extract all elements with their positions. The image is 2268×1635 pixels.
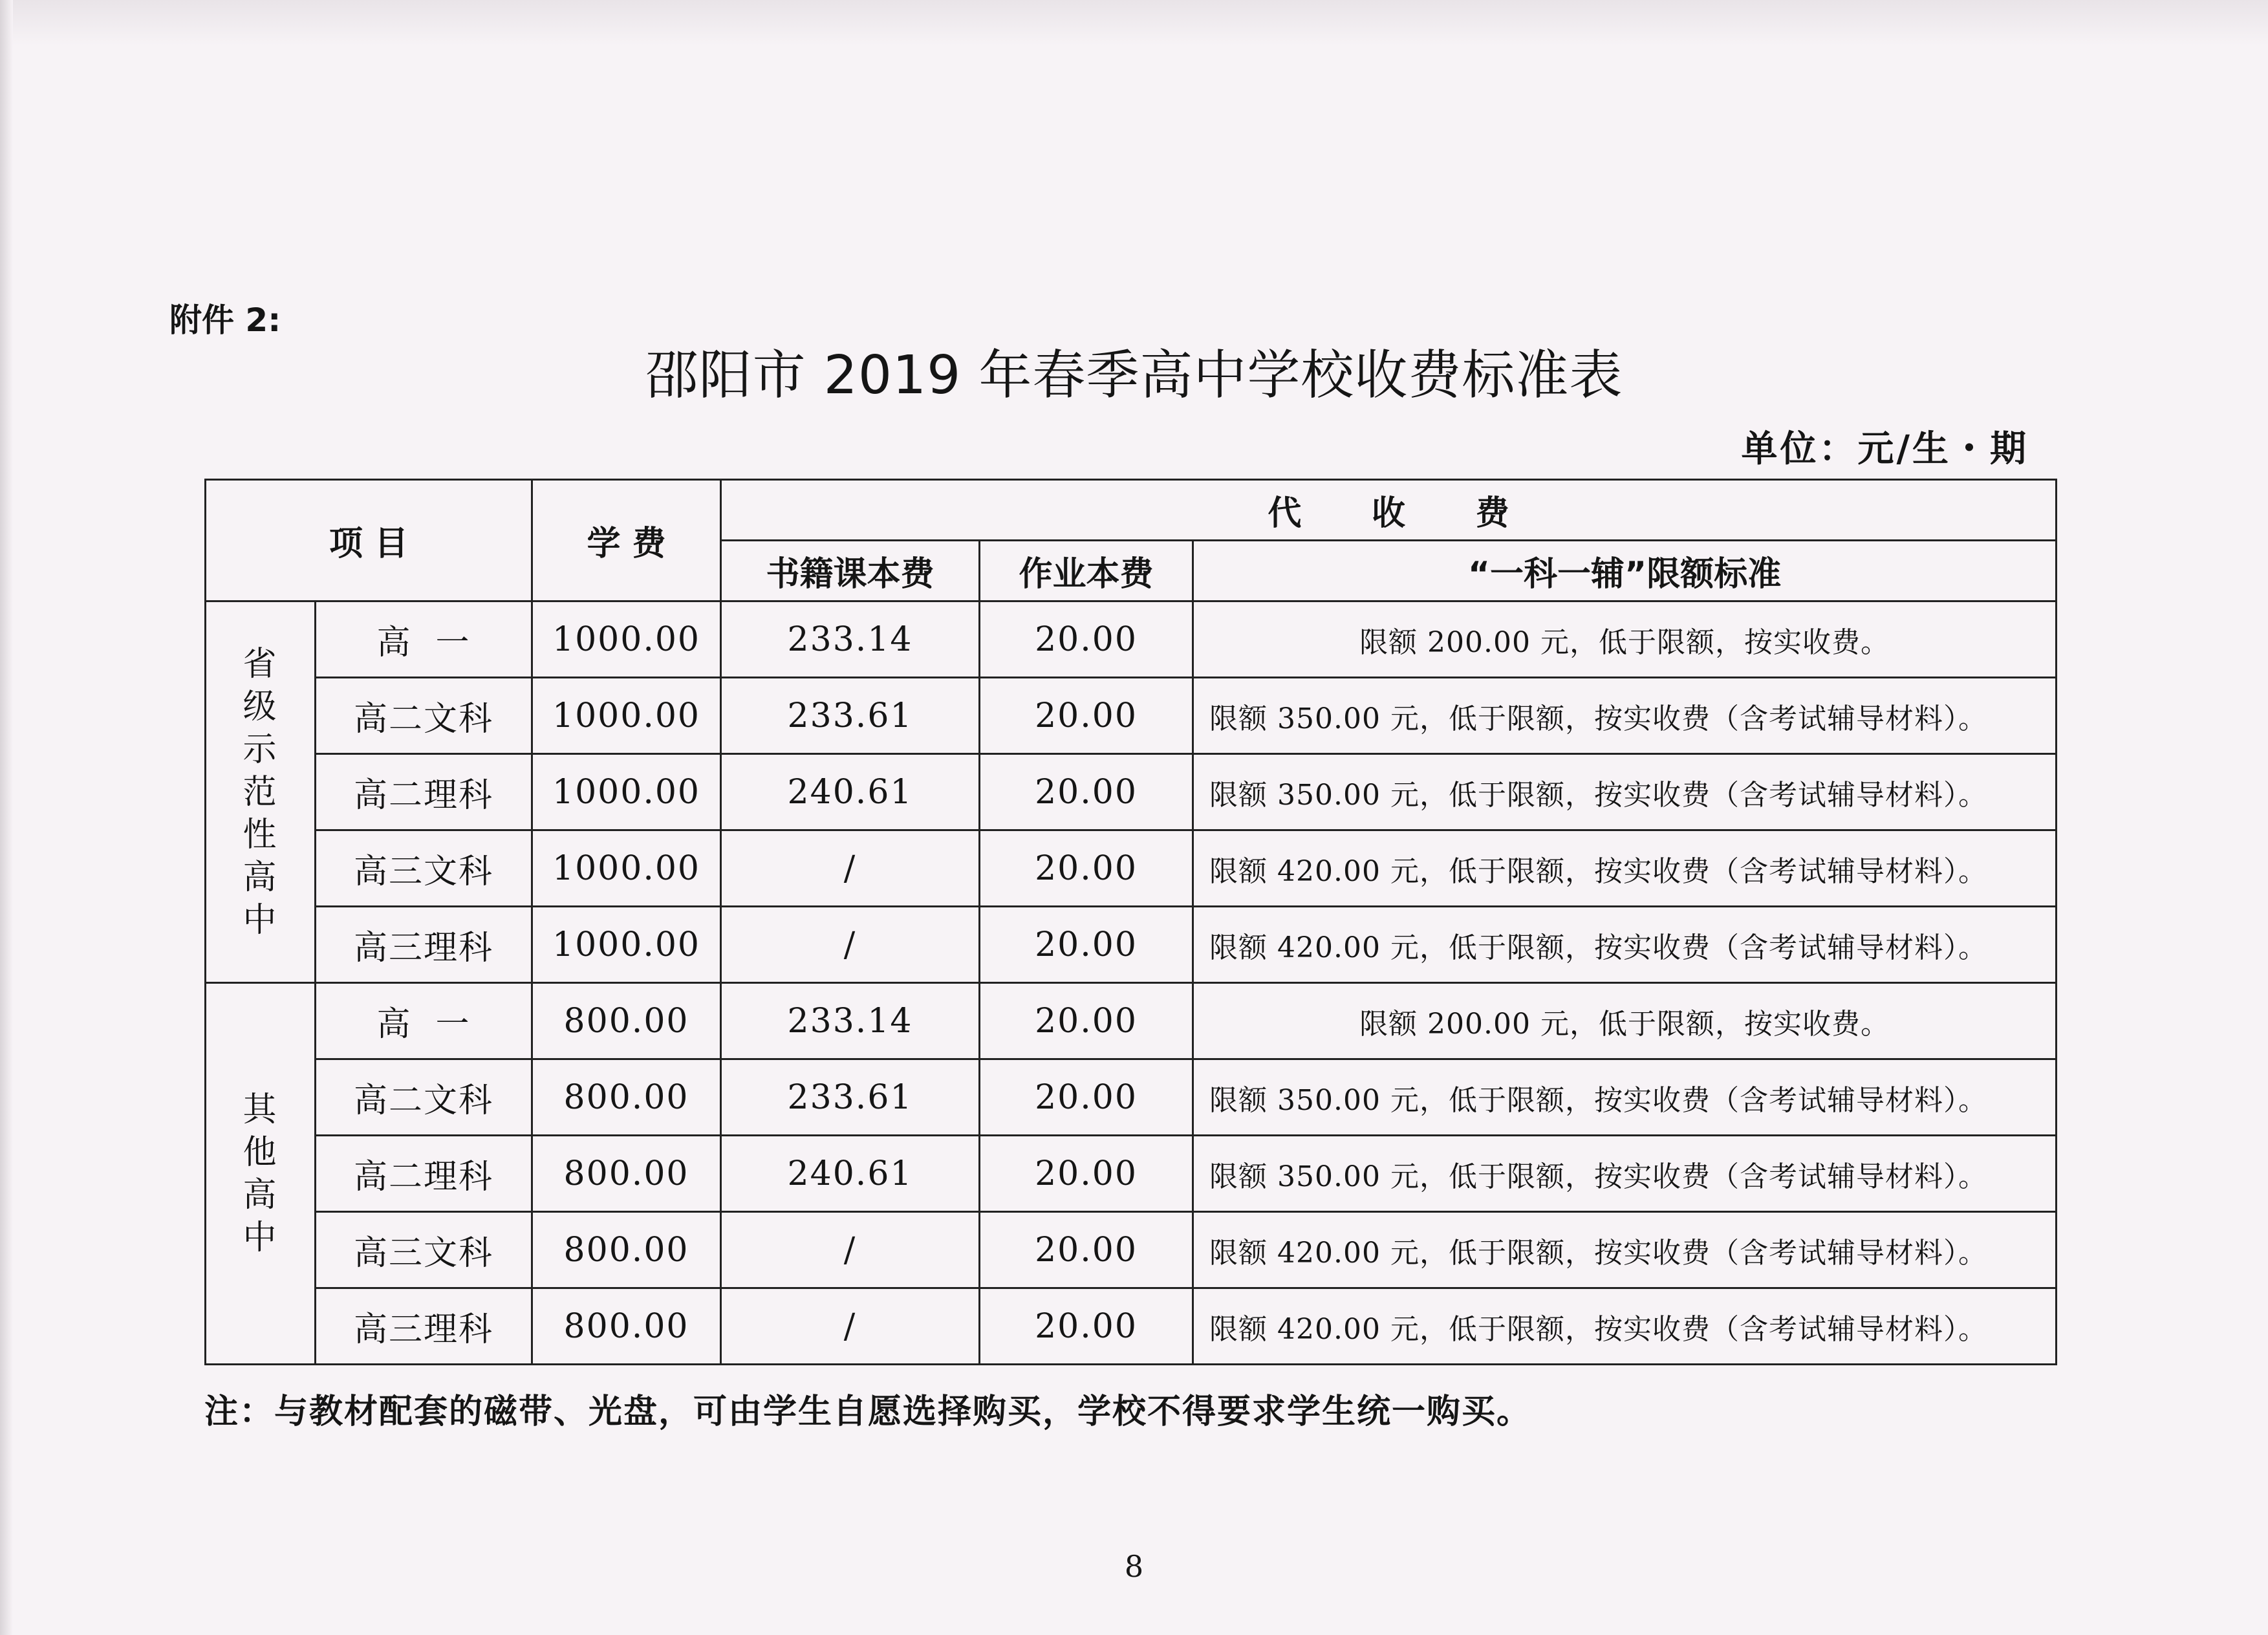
header-homework: 作业本费 [980,541,1193,601]
homework-cell: 20.00 [980,983,1193,1059]
homework-cell: 20.00 [980,1288,1193,1365]
fee-standard-table [204,479,2057,1365]
limit-cell: 限额 420.00 元，低于限额，按实收费（含考试辅导材料）。 [1193,1212,2057,1288]
books-cell: 233.14 [721,601,980,678]
grade-cell: 高二理科 [316,1136,532,1212]
books-cell: / [721,830,980,907]
tuition-cell: 800.00 [532,1136,721,1212]
table-row [206,678,2057,754]
tuition-cell: 1000.00 [532,754,721,830]
category-label: 其他高中 [243,1090,278,1257]
homework-cell: 20.00 [980,1136,1193,1212]
header-limit: “一科一辅”限额标准 [1193,541,2057,601]
limit-cell: 限额 350.00 元，低于限额，按实收费（含考试辅导材料）。 [1193,678,2057,754]
category-cell [206,601,316,983]
category-cell [206,983,316,1365]
limit-cell: 限额 420.00 元，低于限额，按实收费（含考试辅导材料）。 [1193,907,2057,983]
homework-cell: 20.00 [980,601,1193,678]
unit-label: 单位：元/生・期 [1741,428,2029,470]
tuition-cell: 1000.00 [532,907,721,983]
page-edge-left [0,0,13,1635]
grade-cell: 高三理科 [316,907,532,983]
page-edge-shadow [0,0,2268,45]
homework-cell: 20.00 [980,678,1193,754]
limit-cell: 限额 350.00 元，低于限额，按实收费（含考试辅导材料）。 [1193,1059,2057,1136]
tuition-cell: 800.00 [532,1288,721,1365]
grade-cell: 高 一 [316,601,532,678]
grade-cell: 高 一 [316,983,532,1059]
limit-cell: 限额 200.00 元，低于限额，按实收费。 [1193,601,2057,678]
header-item: 项 目 [206,480,532,601]
footnote: 注：与教材配套的磁带、光盘，可由学生自愿选择购买，学校不得要求学生统一购买。 [204,1392,1532,1431]
document-title: 邵阳市 2019 年春季高中学校收费标准表 [645,345,1623,406]
grade-cell: 高二文科 [316,1059,532,1136]
books-cell: 233.61 [721,1059,980,1136]
books-cell: 240.61 [721,754,980,830]
books-cell: / [721,907,980,983]
homework-cell: 20.00 [980,907,1193,983]
attachment-label: 附件 2: [169,301,281,339]
table-row [206,754,2057,830]
limit-cell: 限额 420.00 元，低于限额，按实收费（含考试辅导材料）。 [1193,1288,2057,1365]
limit-cell: 限额 420.00 元，低于限额，按实收费（含考试辅导材料）。 [1193,830,2057,907]
table-row [206,601,2057,678]
limit-cell: 限额 350.00 元，低于限额，按实收费（含考试辅导材料）。 [1193,754,2057,830]
header-collect: 代 收 费 [721,480,2057,541]
limit-cell: 限额 350.00 元，低于限额，按实收费（含考试辅导材料）。 [1193,1136,2057,1212]
table-row [206,830,2057,907]
homework-cell: 20.00 [980,754,1193,830]
grade-cell: 高三文科 [316,1212,532,1288]
grade-cell: 高二文科 [316,678,532,754]
grade-cell: 高二理科 [316,754,532,830]
grade-cell: 高三理科 [316,1288,532,1365]
limit-cell: 限额 200.00 元，低于限额，按实收费。 [1193,983,2057,1059]
table-row [206,1059,2057,1136]
homework-cell: 20.00 [980,1059,1193,1136]
tuition-cell: 1000.00 [532,601,721,678]
tuition-cell: 800.00 [532,1059,721,1136]
homework-cell: 20.00 [980,1212,1193,1288]
table-row [206,1212,2057,1288]
books-cell: / [721,1288,980,1365]
grade-cell: 高三文科 [316,830,532,907]
tuition-cell: 1000.00 [532,830,721,907]
table-row [206,983,2057,1059]
category-label: 省级示范性高中 [243,644,278,940]
books-cell: / [721,1212,980,1288]
tuition-cell: 800.00 [532,1212,721,1288]
tuition-cell: 1000.00 [532,678,721,754]
header-books: 书籍课本费 [721,541,980,601]
homework-cell: 20.00 [980,830,1193,907]
books-cell: 233.14 [721,983,980,1059]
page-number: 8 [1124,1549,1144,1584]
table-row [206,1136,2057,1212]
table-header-row [206,480,2057,541]
table-row [206,1288,2057,1365]
tuition-cell: 800.00 [532,983,721,1059]
books-cell: 233.61 [721,678,980,754]
header-tuition: 学 费 [532,480,721,601]
books-cell: 240.61 [721,1136,980,1212]
table-row [206,907,2057,983]
